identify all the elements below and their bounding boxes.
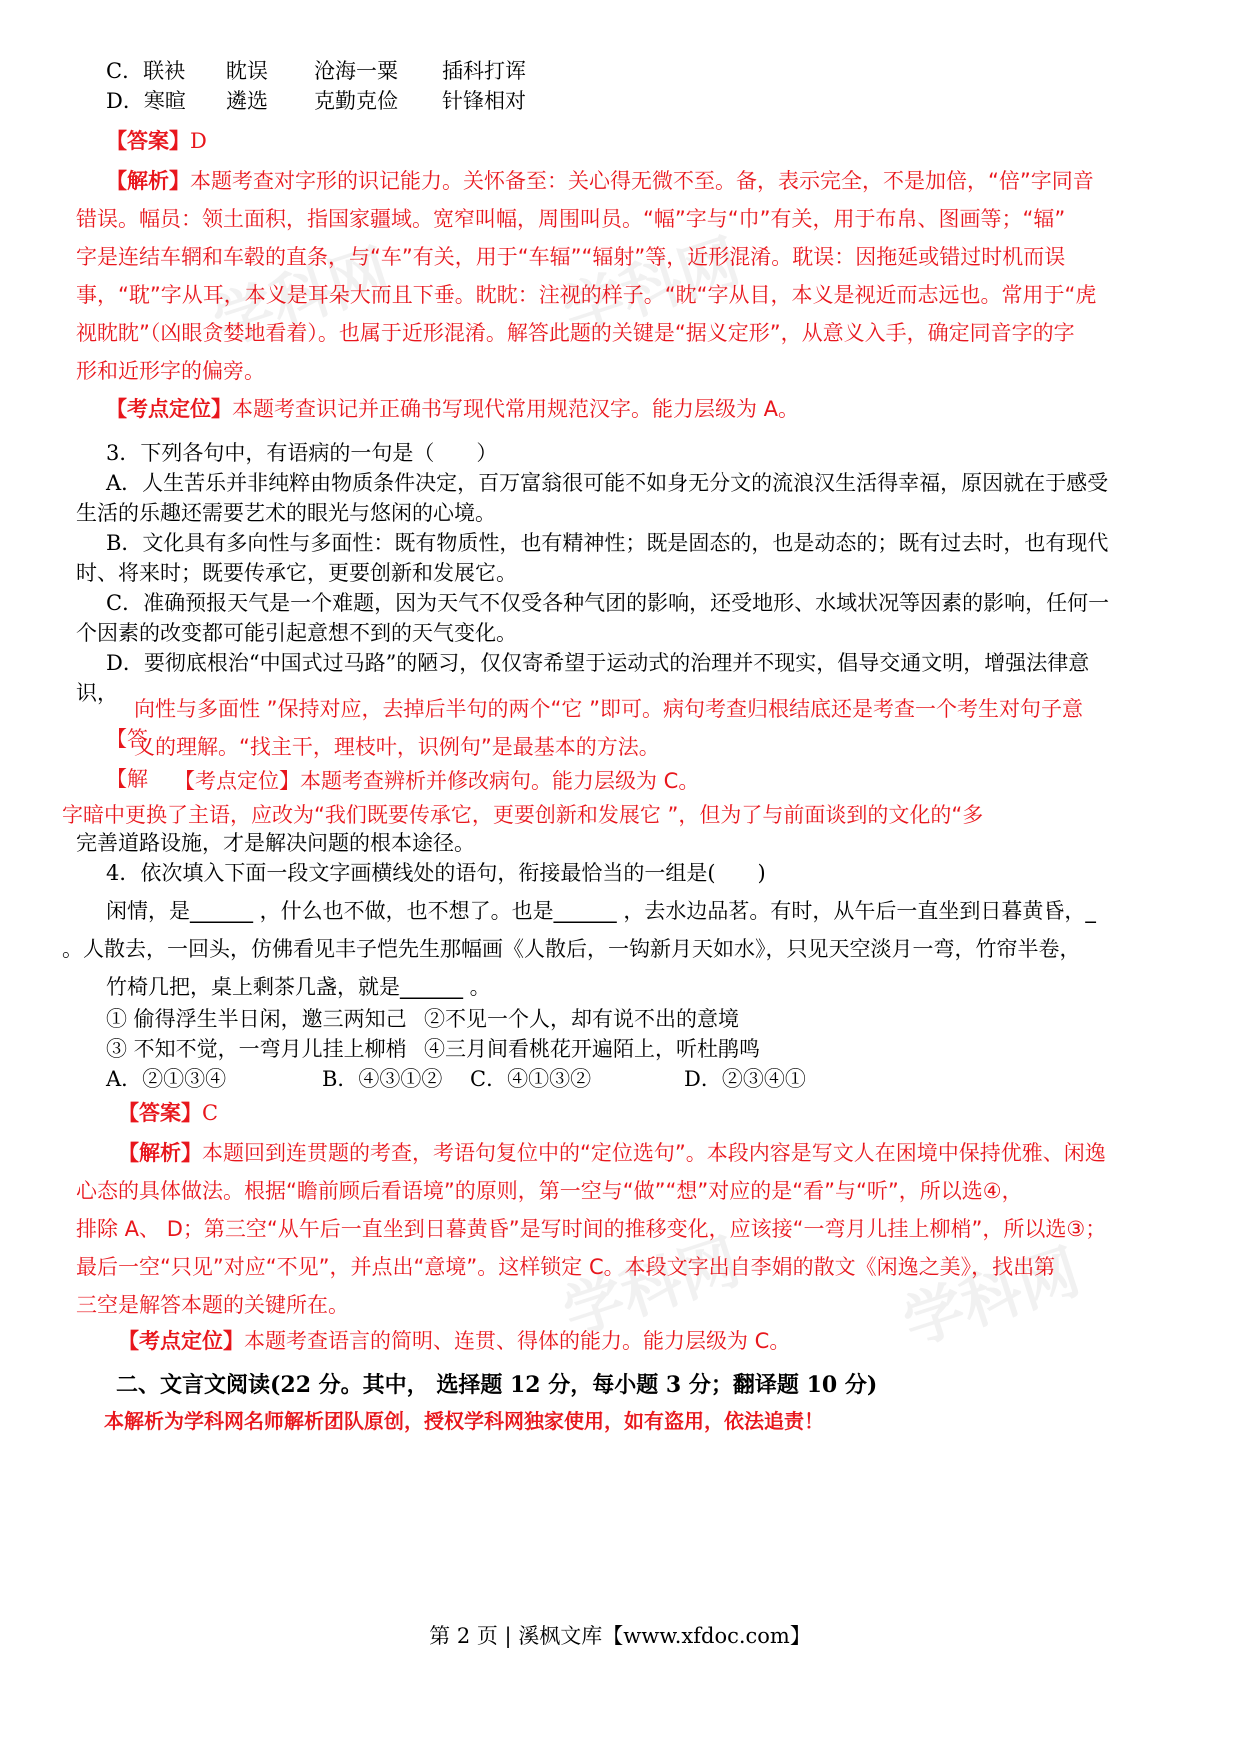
- q4-point: 【考点定位】本题考查语言的简明、连贯、得体的能力。能力层级为 C。: [118, 1329, 791, 1353]
- q3-option-c-cont: 个因素的改变都可能引起意想不到的天气变化。: [76, 621, 517, 645]
- q2-analysis-line: 错误。幅员：领土面积，指国家疆域。宽窄叫幅，周围叫员。“幅”字与“巾”有关，用于布帛、图画等；“辐”: [76, 207, 1066, 231]
- q2-option-c-1: C．联袂: [106, 59, 186, 83]
- q3-overlay-line: 向性与多面性 ”保持对应，去掉后半句的两个“它 ”即可。病句考查归根结底还是考查一个考生对句子意: [134, 697, 1083, 721]
- q4-choice-c: C．④①③②: [470, 1067, 592, 1091]
- section-heading: 二、文言文阅读(22 分。其中， 选择题 12 分，每小题 3 分；翻译题 10 分): [116, 1372, 878, 1398]
- q4-choice-a: A．②①③④: [106, 1067, 227, 1091]
- q2-option-d-1: D．寒暄: [106, 89, 186, 113]
- q4-analysis-line: 最后一空“只见”对应“不见”，并点出“意境”。这样锁定 C。本段文字出自李娟的散文《闲逸之美》，找出第: [76, 1255, 1056, 1279]
- q4-answer: [118, 1100, 218, 1126]
- q2-answer: [106, 128, 207, 154]
- q3-option-b-cont: 时、将来时；既要传承它，更要创新和发展它。: [76, 561, 517, 585]
- q2-option-c-4: 插科打诨: [442, 59, 526, 83]
- answer-tag: 【答案】: [118, 1100, 202, 1125]
- watermark: 学科网: [205, 236, 398, 359]
- q4-choice-d: D．②③④①: [684, 1067, 806, 1091]
- watermark: 学科网: [555, 1226, 748, 1349]
- q2-option-c-2: 眈误: [226, 59, 268, 83]
- q4-passage-line: 。人散去，一回头，仿佛看见丰子恺先生那幅画《人散后，一钩新月天如水》，只见天空淡月一弯，竹帘半卷，: [62, 937, 1081, 961]
- q2-analysis-line: 视眈眈”（凶眼贪婪地看着）。也属于近形混淆。解答此题的关键是“据义定形”，从意义入手，确定同音字的字: [76, 321, 1075, 345]
- q3-option-d: D．要彻底根治“中国式过马路”的陋习，仅仅寄希望于运动式的治理并不现实，倡导交通文明，增强法律意: [106, 651, 1090, 675]
- q2-option-d-2: 遴选: [226, 89, 268, 113]
- q4-sentence-3: ③ 不知不觉，一弯月儿挂上柳梢: [106, 1037, 407, 1061]
- q4-analysis-line: 心态的具体做法。根据“瞻前顾后看语境”的原则，第一空与“做”“想”对应的是“看”与“听”，所以选④，: [76, 1179, 1023, 1203]
- q4-choice-b: B．④③①②: [322, 1067, 443, 1091]
- q4-stem: 4．依次填入下面一段文字画横线处的语句，衔接最恰当的一组是( ): [106, 861, 766, 885]
- q4-passage-line: 闲情，是______ ，什么也不做，也不想了。也是______ ，去水边品茗。有时，从午后一直坐到日暮黄昏，_: [106, 899, 1096, 923]
- page-footer: 第 2 页 | 溪枫文库【www.xfdoc.com】: [429, 1624, 811, 1648]
- answer-value: C: [202, 1101, 219, 1125]
- analysis-tag: 【解析】: [118, 1141, 202, 1165]
- q4-sentence-1: ① 偷得浮生半日闲，邀三两知己: [106, 1007, 407, 1031]
- q3-overlay-fragment: 【解: [106, 767, 148, 791]
- q4-passage-line: 竹椅几把，桌上剩茶几盏，就是______ 。: [106, 975, 491, 999]
- q3-stem: 3．下列各句中，有语病的一句是（ ）: [106, 441, 498, 465]
- watermark: 学科网: [895, 1236, 1088, 1359]
- q4-sentence-2: ②不见一个人，却有说不出的意境: [424, 1007, 739, 1031]
- q2-analysis-line: 字是连结车辋和车毂的直条，与“车”有关，用于“车辐”“辐射”等，近形混淆。耽误：因拖延或错过时机而误: [76, 245, 1066, 269]
- q3-option-d-cont: 识，: [76, 681, 118, 705]
- q3-option-a: A．人生苦乐并非纯粹由物质条件决定，百万富翁很可能不如身无分文的流浪汉生活得幸福，原因就在于感受: [106, 471, 1109, 495]
- q2-analysis-line: 【解析】本题考查对字形的识记能力。关怀备至：关心得无微不至。备，表示完全，不是加倍，“倍”字同音: [106, 169, 1094, 193]
- q3-overlay-line: 义的理解。“找主干，理枝叶，识例句”是最基本的方法。: [134, 735, 660, 759]
- watermark: 学科网: [555, 226, 748, 349]
- q4-sentence-4: ④三月间看桃花开遍陌上，听杜鹃鸣: [424, 1037, 760, 1061]
- q3-overlay-line: 字暗中更换了主语，应改为“我们既要传承它，更要创新和发展它 ”，但为了与前面谈到的文化的“多: [62, 803, 984, 827]
- q3-option-b: B．文化具有多向性与多面性：既有物质性，也有精神性；既是固态的，也是动态的；既有过去时，也有现代: [106, 531, 1109, 555]
- q2-option-d-3: 克勤克俭: [314, 89, 398, 113]
- q4-analysis-line: 三空是解答本题的关键所在。: [76, 1293, 349, 1317]
- q2-option-c-3: 沧海一粟: [314, 59, 398, 83]
- analysis-tag: 【解析】: [106, 169, 190, 193]
- q2-option-d-4: 针锋相对: [442, 89, 526, 113]
- q2-point: 【考点定位】本题考查识记并正确书写现代常用规范汉字。能力层级为 A。: [106, 397, 800, 421]
- point-tag: 【考点定位】: [106, 397, 232, 421]
- q4-analysis-line: 【解析】本题回到连贯题的考查，考语句复位中的“定位选句”。本段内容是写文人在困境中保持优雅、闲逸: [118, 1141, 1106, 1165]
- q3-option-c: C．准确预报天气是一个难题，因为天气不仅受各种气团的影响，还受地形、水域状况等因素的影响，任何一: [106, 591, 1110, 615]
- q3-overlay-fragment: 【答: [106, 727, 148, 751]
- answer-tag: 【答案】: [106, 128, 190, 153]
- q3-option-a-cont: 生活的乐趣还需要艺术的眼光与悠闲的心境。: [76, 501, 496, 525]
- copyright-notice: 本解析为学科网名师解析团队原创，授权学科网独家使用，如有盗用，依法追责！: [104, 1409, 824, 1433]
- answer-value: D: [190, 129, 207, 153]
- q2-analysis-line: 事，“耽”字从耳，本义是耳朵大而且下垂。眈眈：注视的样子。“眈“字从目，本义是视近而志远也。常用于“虎: [76, 283, 1097, 307]
- q3-overlay-point: 【考点定位】本题考查辨析并修改病句。能力层级为 C。: [174, 769, 700, 793]
- q4-analysis-line: 排除 A、 D；第三空“从午后一直坐到日暮黄昏”是写时间的推移变化，应该接“一弯月儿挂上柳梢”，所以选③；: [76, 1217, 1107, 1241]
- q3-option-d-end: 完善道路设施，才是解决问题的根本途径。: [76, 831, 475, 855]
- point-tag: 【考点定位】: [118, 1329, 244, 1353]
- q2-analysis-line: 形和近形字的偏旁。: [76, 359, 265, 383]
